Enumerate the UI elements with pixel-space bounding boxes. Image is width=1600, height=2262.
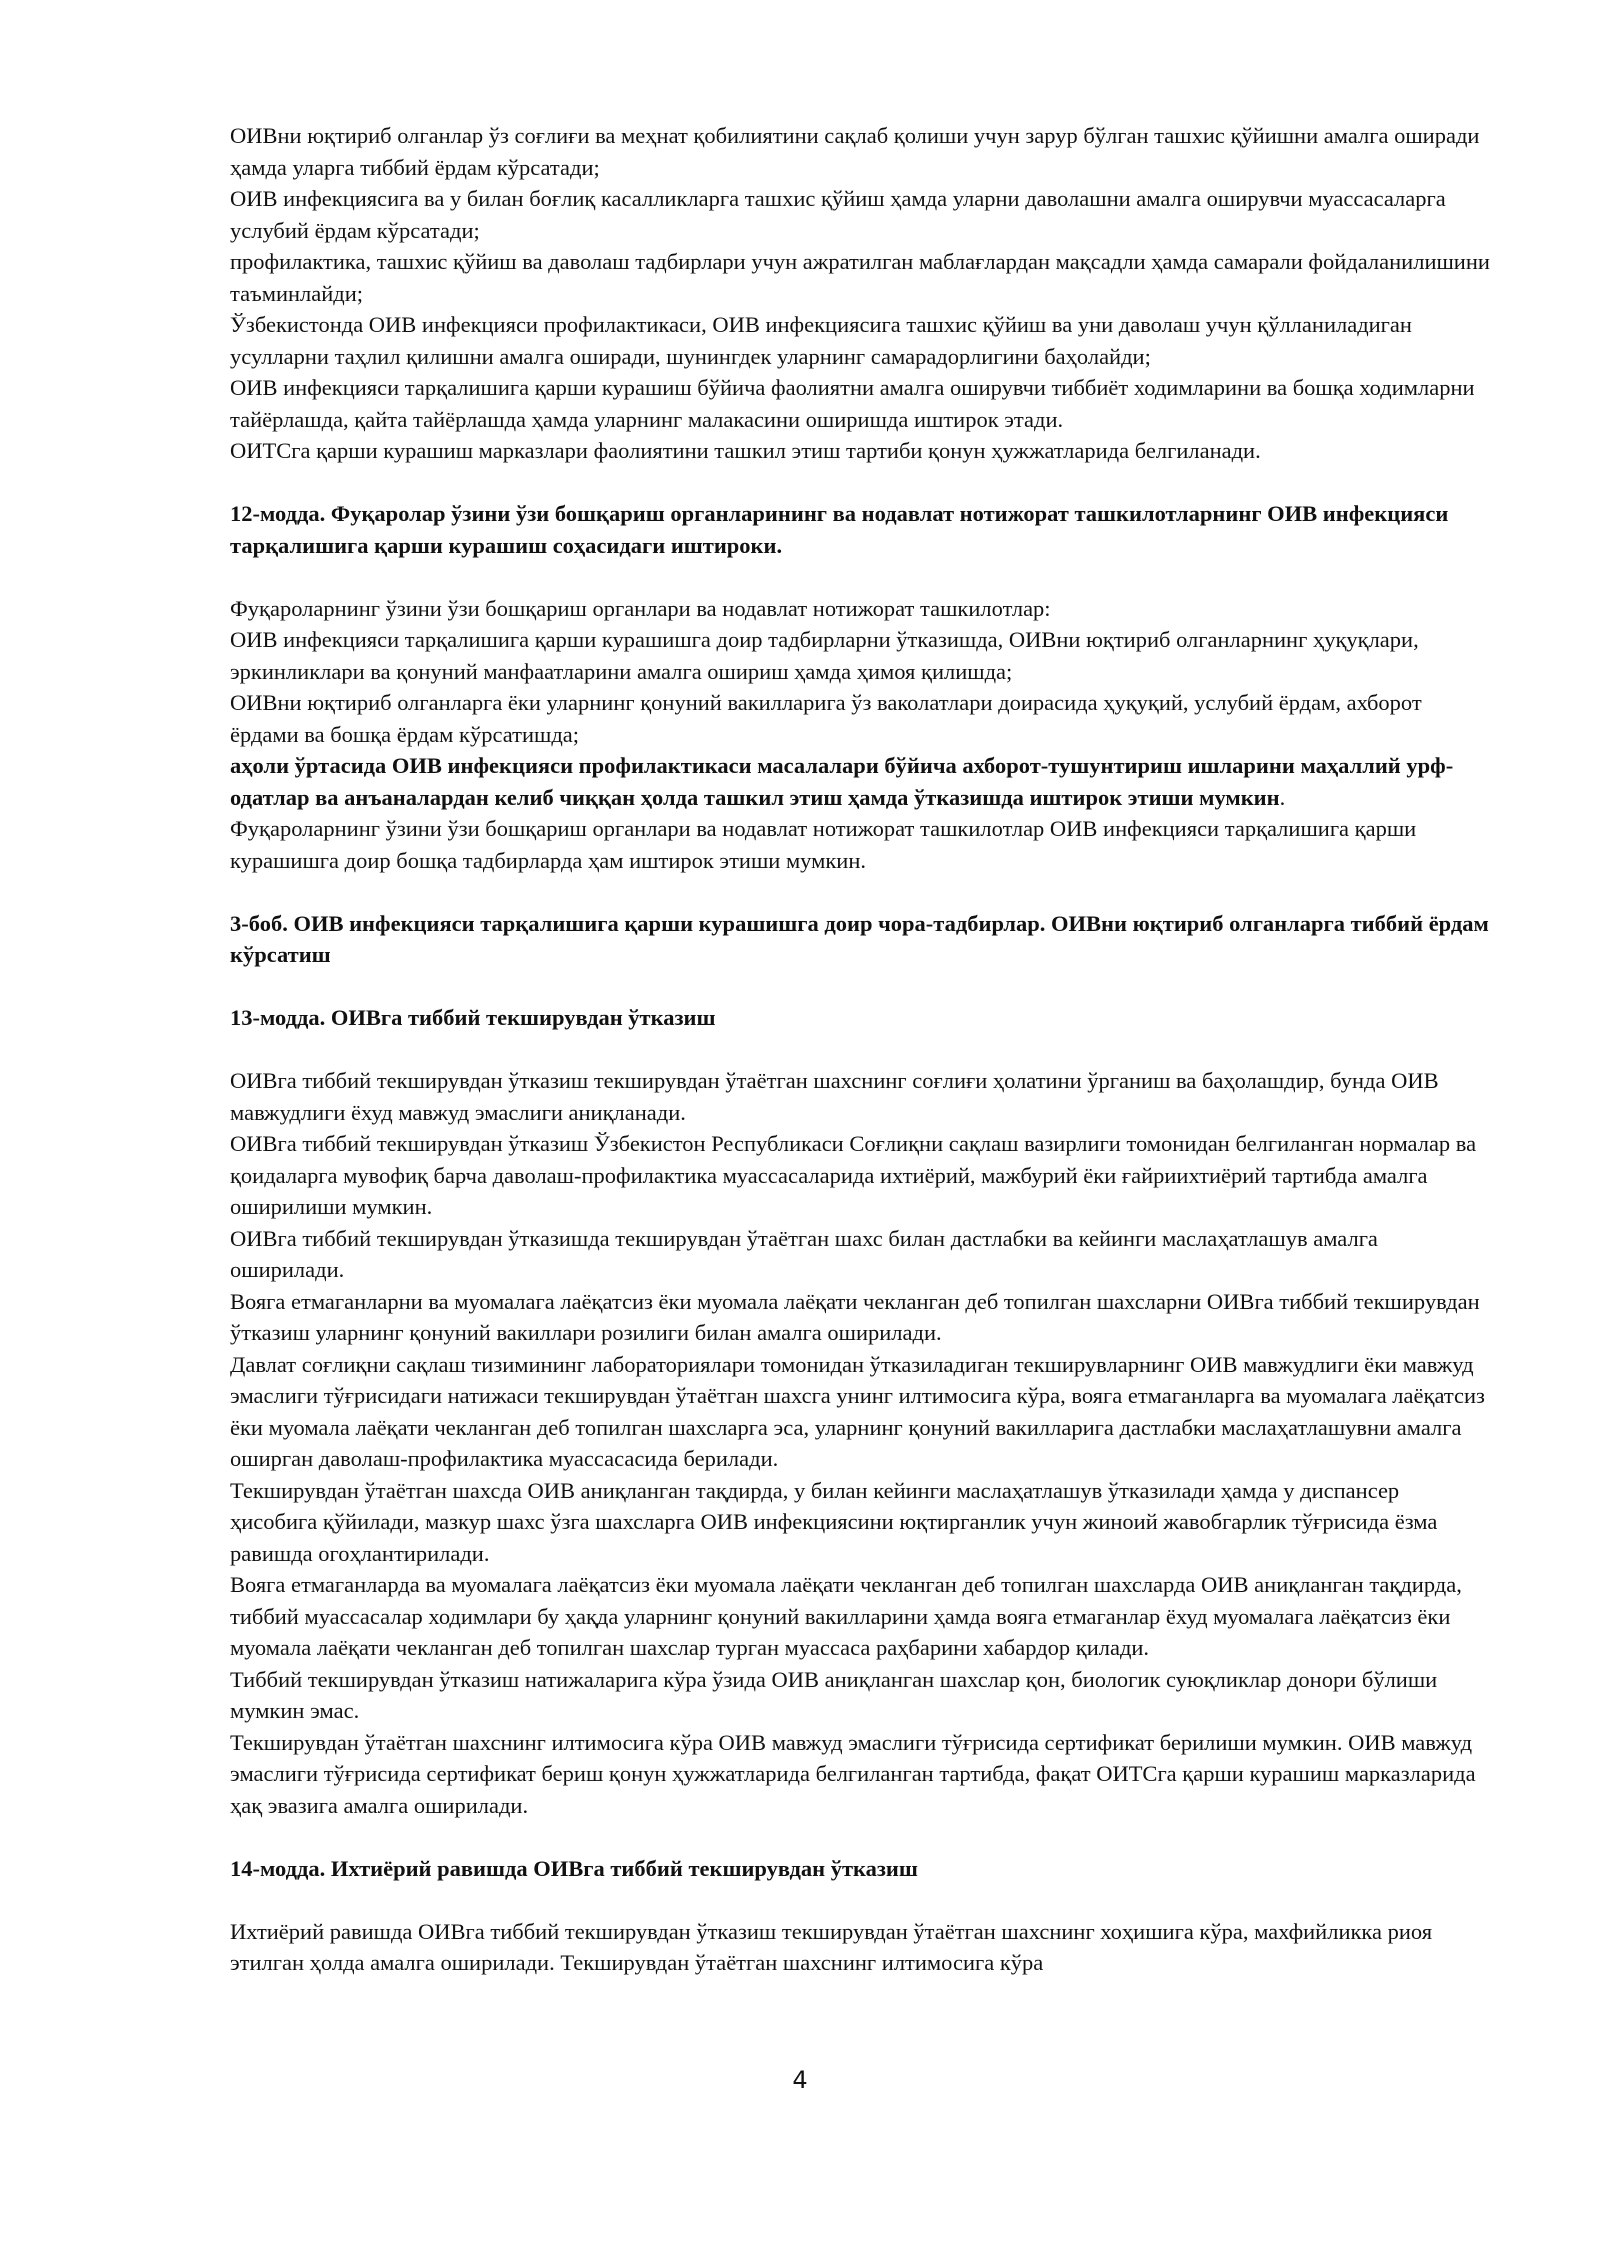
article-12-heading: 12-модда. Фуқаролар ўзини ўзи бошқариш органларининг ва нодавлат нотижорат ташкилотларнинг ОИВ инфекцияси тарқалишига қарши курашиш соҳасидаги иштироки. — [230, 501, 1449, 558]
paragraph: Тиббий текширувдан ўтказиш натижаларига кўра ўзида ОИВ аниқланган шахслар қон, биологик суюқликлар донори бўлиши мумкин эмас. — [230, 1666, 1438, 1723]
paragraph: Ўзбекистонда ОИВ инфекцияси профилактикаси, ОИВ инфекциясига ташхис қўйиш ва уни даволаш учун қўлланиладиган усулларни таҳлил қилишни амалга оширади, шунингдек уларнинг самарадорлигини баҳолайди; — [230, 312, 1412, 369]
chapter-3-heading: 3-боб. ОИВ инфекцияси тарқалишига қарши курашишга доир чора-тадбирлар. ОИВни юқтириб олганларга тиббий ёрдам кўрсатиш — [230, 910, 1489, 967]
article-13-body — [230, 1065, 1490, 1821]
bold-paragraph-text: аҳоли ўртасида ОИВ инфекцияси профилактикаси масалалари бўйича ахборот-тушунтириш ишларини маҳаллий урф-одатлар ва анъаналардан келиб чиққан ҳолда ташкил этиш ҳамда ўтказишда иштирок этиши мумкин — [230, 753, 1454, 810]
paragraph: Давлат соғлиқни сақлаш тизимининг лабораториялари томонидан ўтказиладиган текширувларнинг ОИВ мавжудлиги ёки мавжуд эмаслиги тўғрисидаги натижаси текширувдан ўтаётган шахсга унинг илтимосига кўра, вояга етмаганларга ва муомалага лаёқатсиз ёки муомала лаёқати чекланган деб топилган шахсларга эса, уларнинг қонуний вакилларига дастлабки маслаҳатлашувни амалга оширган даволаш-профилактика муассасасида берилади. — [230, 1351, 1485, 1471]
bold-paragraph-tail: . — [1279, 784, 1286, 810]
article-13-heading: 13-модда. ОИВга тиббий текширувдан ўтказиш — [230, 1005, 716, 1030]
article-12-body — [230, 593, 1490, 877]
paragraph: ОИВга тиббий текширувдан ўтказиш Ўзбекистон Республикаси Соғлиқни сақлаш вазирлиги томонидан белгиланган нормалар ва қоидаларга мувофиқ барча даволаш-профилактика муассасаларида ихтиёрий, мажбурий ёки ғайриихтиёрий тартибда амалга оширилиши мумкин. — [230, 1131, 1477, 1219]
paragraph: Фуқароларнинг ўзини ўзи бошқариш органлари ва нодавлат нотижорат ташкилотлар: — [230, 595, 1051, 621]
paragraph: ОИВни юқтириб олганлар ўз соғлиғи ва меҳнат қобилиятини сақлаб қолиши учун зарур бўлган ташхис қўйишни амалга оширади ҳамда уларга тиббий ёрдам кўрсатади; — [230, 123, 1480, 180]
paragraph: Ихтиёрий равишда ОИВга тиббий текширувдан ўтказиш текширувдан ўтаётган шахснинг хоҳишига кўра, махфийликка риоя этилган ҳолда амалга оширилади. Текширувдан ўтаётган шахснинг илтимосига кўра — [230, 1918, 1433, 1975]
article-14-heading: 14-модда. Ихтиёрий равишда ОИВга тиббий текширувдан ўтказиш — [230, 1855, 918, 1881]
article-14-body — [230, 1916, 1490, 1979]
paragraph: Вояга етмаганларда ва муомалага лаёқатсиз ёки муомала лаёқати чекланган деб топилган шахсларда ОИВ аниқланган тақдирда, тиббий муассасалар ходимлари бу ҳақда уларнинг қонуний вакилларини ҳамда вояга етмаганлар ёхуд муомалага лаёқатсиз ёки муомала лаёқати чекланган деб топилган шахслар турган муассаса раҳбарини хабардор қилади. — [230, 1572, 1462, 1660]
paragraph: ОИВга тиббий текширувдан ўтказишда текширувдан ўтаётган шахс билан дастлабки ва кейинги маслаҳатлашув амалга оширилади. — [230, 1225, 1378, 1282]
paragraph: Фуқароларнинг ўзини ўзи бошқариш органлари ва нодавлат нотижорат ташкилотлар ОИВ инфекцияси тарқалишига қарши курашишга доир бошқа тадбирларда ҳам иштирок этиши мумкин. — [230, 816, 1417, 873]
paragraph: ОИВга тиббий текширувдан ўтказиш текширувдан ўтаётган шахснинг соғлиғи ҳолатини ўрганиш ва баҳолашдир, бунда ОИВ мавжудлиги ёхуд мавжуд эмаслиги аниқланади. — [230, 1068, 1439, 1125]
paragraph: Текширувдан ўтаётган шахснинг илтимосига кўра ОИВ мавжуд эмаслиги тўғрисида сертификат берилиши мумкин. ОИВ мавжуд эмаслиги тўғрисида сертификат бериш қонун ҳужжатларида белгиланган тартибда, фақат ОИТСга қарши курашиш марказларида ҳақ эвазига амалга оширилади. — [230, 1729, 1476, 1818]
bold-paragraph — [230, 750, 1490, 813]
document-page — [230, 120, 1490, 2010]
paragraph: ОИВ инфекциясига ва у билан боғлиқ касалликларга ташхис қўйиш ҳамда уларни даволашни амалга оширувчи муассасаларга услубий ёрдам кўрсатади; — [230, 186, 1446, 243]
paragraph: ОИВ инфекцияси тарқалишига қарши курашиш бўйича фаолиятни амалга оширувчи тиббиёт ходимларини ва бошқа ходимларни тайёрлашда, қайта тайёрлашда ҳамда уларнинг малакасини оширишда иштирок этади. — [230, 375, 1475, 432]
page-number: 4 — [792, 2066, 808, 2094]
paragraph: ОИТСга қарши курашиш марказлари фаолиятини ташкил этиш тартиби қонун ҳужжатларида белгиланади. — [230, 438, 1261, 463]
article-11-continuation — [230, 120, 1490, 467]
paragraph: ОИВ инфекцияси тарқалишига қарши курашишга доир тадбирларни ўтказишда, ОИВни юқтириб олганларнинг ҳуқуқлари, эркинликлари ва қонуний манфаатларини амалга ошириш ҳамда ҳимоя қилишда; — [230, 627, 1419, 684]
paragraph: Текширувдан ўтаётган шахсда ОИВ аниқланган тақдирда, у билан кейинги маслаҳатлашув ўтказилади ҳамда у диспансер ҳисобига қўйилади, мазкур шахс ўзга шахсларга ОИВ инфекциясини юқтирганлик учун жиноий жавобгарлик тўғрисида ёзма равишда огоҳлантирилади. — [230, 1477, 1438, 1566]
paragraph: профилактика, ташхис қўйиш ва даволаш тадбирлари учун ажратилган маблағлардан мақсадли ҳамда самарали фойдаланилишини таъминлайди; — [230, 249, 1490, 306]
paragraph: Вояга етмаганларни ва муомалага лаёқатсиз ёки муомала лаёқати чекланган деб топилган шахсларни ОИВга тиббий текширувдан ўтказиш уларнинг қонуний вакиллари розилиги билан амалга оширилади. — [230, 1288, 1480, 1345]
paragraph: ОИВни юқтириб олганларга ёки уларнинг қонуний вакилларига ўз ваколатлари доирасида ҳуқуқий, услубий ёрдам, ахборот ёрдами ва бошқа ёрдам кўрсатишда; — [230, 690, 1422, 747]
